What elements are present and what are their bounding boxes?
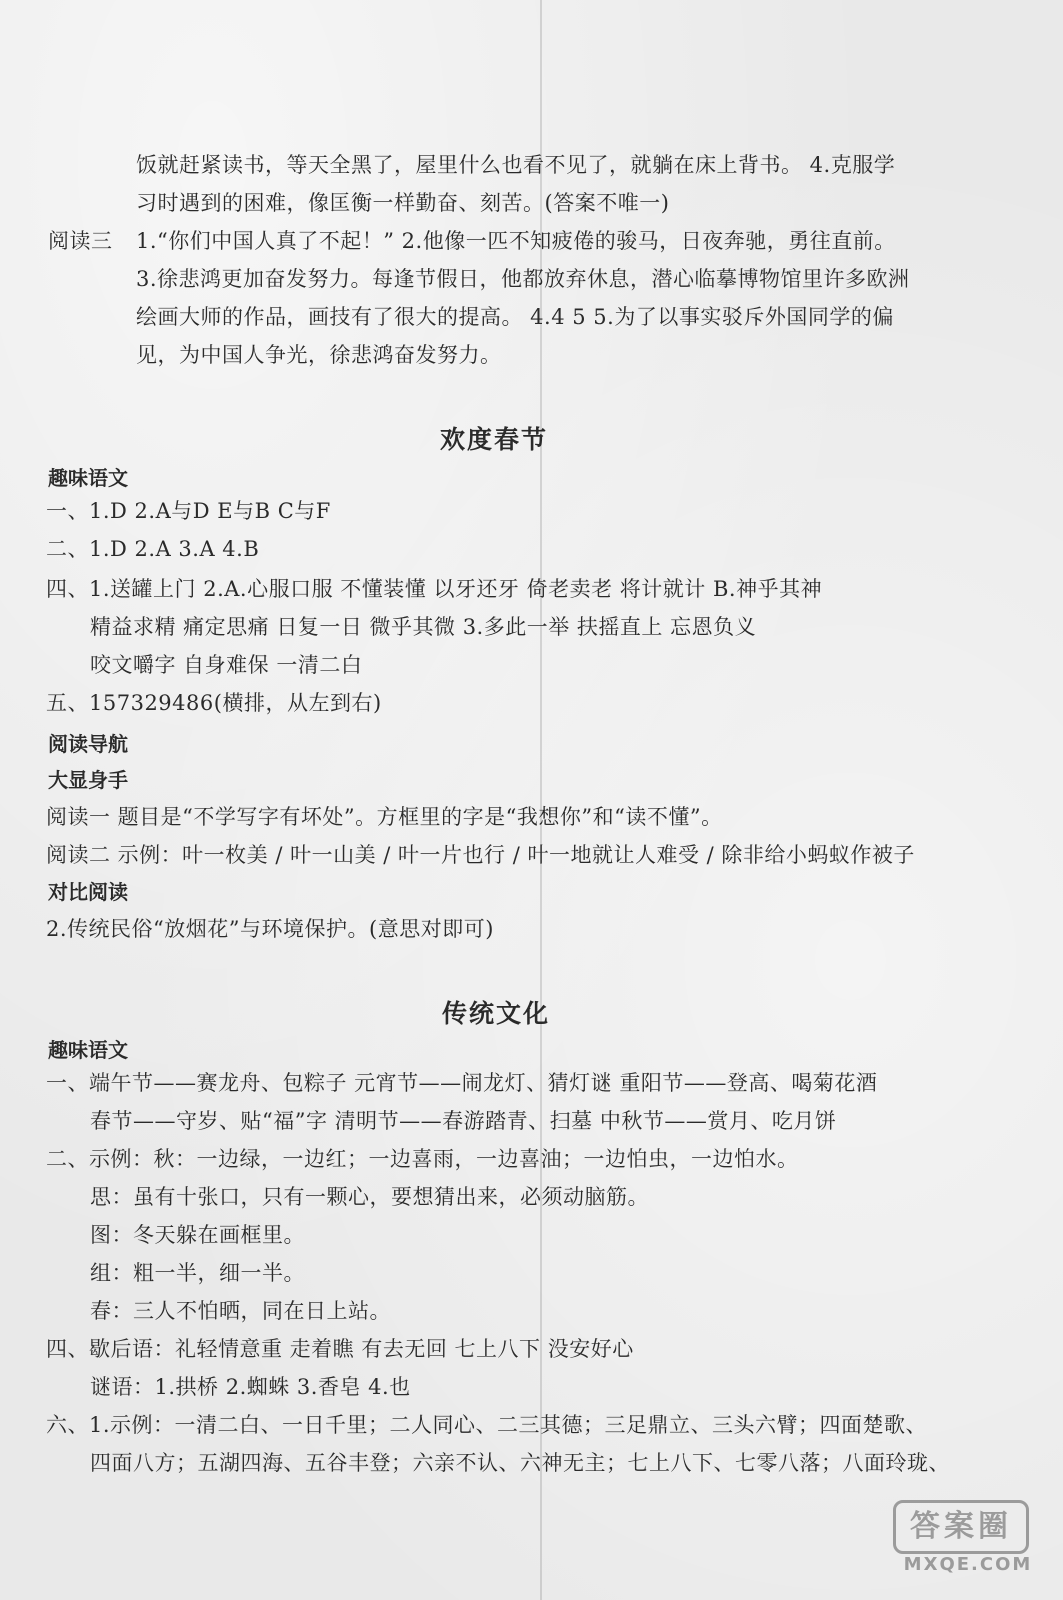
reading-label: 阅读三 <box>48 229 113 253</box>
text-line: 见，为中国人争光，徐悲鸿奋发努力。 <box>136 343 502 367</box>
answer-line: 阅读二 示例：叶一枚美 / 叶一山美 / 叶一片也行 / 叶一地就让人难受 / 除非给小蚂蚁作被子 <box>46 843 915 867</box>
text-line: 1.“你们中国人真了不起！” 2.他像一匹不知疲倦的骏马，日夜奔驰，勇往直前。 <box>136 229 896 253</box>
answer-line: 谜语：1.拱桥 2.蜘蛛 3.香皂 4.也 <box>90 1375 411 1399</box>
subsection-label: 阅读导航 <box>48 732 128 756</box>
answer-line: 组：粗一半，细一半。 <box>90 1261 305 1285</box>
site-watermark <box>893 1500 1043 1575</box>
subsection-label: 大显身手 <box>48 768 128 792</box>
subsection-label: 趣味语文 <box>48 466 128 490</box>
answer-line: 一、端午节——赛龙舟、包粽子 元宵节——闹龙灯、猜灯谜 重阳节——登高、喝菊花酒 <box>46 1071 878 1095</box>
section-title: 传统文化 <box>442 999 551 1028</box>
answer-line: 一、1.D 2.A与D E与B C与F <box>46 499 331 523</box>
subsection-label: 趣味语文 <box>48 1038 128 1062</box>
answer-line: 阅读一 题目是“不学写字有坏处”。方框里的字是“我想你”和“读不懂”。 <box>46 805 723 829</box>
text-line: 饭就赶紧读书，等天全黑了，屋里什么也看不见了，就躺在床上背书。 4.克服学 <box>136 153 896 177</box>
answer-line: 咬文嚼字 自身难保 一清二白 <box>90 653 363 677</box>
answer-line: 春：三人不怕晒，同在日上站。 <box>90 1299 391 1323</box>
answer-line: 四、1.送罐上门 2.A.心服口服 不懂装懂 以牙还牙 倚老卖老 将计就计 B.神乎其神 <box>46 577 823 601</box>
watermark-logo: 答案圈 <box>893 1500 1029 1554</box>
answer-line: 春节——守岁、贴“福”字 清明节——春游踏青、扫墓 中秋节——赏月、吃月饼 <box>90 1109 837 1133</box>
answer-line: 思：虽有十张口，只有一颗心，要想猜出来，必须动脑筋。 <box>90 1185 649 1209</box>
text-line: 绘画大师的作品，画技有了很大的提高。 4.4 5 5.为了以事实驳斥外国同学的偏 <box>136 305 894 329</box>
text-line: 习时遇到的困难，像匡衡一样勤奋、刻苦。(答案不唯一) <box>136 191 670 215</box>
answer-line: 二、1.D 2.A 3.A 4.B <box>46 537 260 561</box>
answer-line: 六、1.示例：一清二白、一日千里；二人同心、二三其德；三足鼎立、三头六臂；四面楚歌、 <box>46 1413 928 1437</box>
answer-line: 二、示例：秋：一边绿，一边红；一边喜雨，一边喜油；一边怕虫，一边怕水。 <box>46 1147 799 1171</box>
section-title: 欢度春节 <box>440 425 549 454</box>
answer-line: 精益求精 痛定思痛 日复一日 微乎其微 3.多此一举 扶摇直上 忘恩负义 <box>90 615 757 639</box>
answer-line: 四面八方；五湖四海、五谷丰登；六亲不认、六神无主；七上八下、七零八落；八面玲珑、 <box>90 1451 950 1475</box>
answer-line: 四、歇后语：礼轻情意重 走着瞧 有去无回 七上八下 没安好心 <box>46 1337 634 1361</box>
answer-line: 图：冬天躲在画框里。 <box>90 1223 305 1247</box>
subsection-label: 对比阅读 <box>48 880 128 904</box>
text-line: 3.徐悲鸿更加奋发努力。每逢节假日，他都放弃休息，潜心临摹博物馆里许多欧洲 <box>136 267 910 291</box>
answer-line: 五、157329486(横排，从左到右) <box>46 691 382 715</box>
watermark-url: MXQE.COM <box>903 1554 1033 1575</box>
answer-line: 2.传统民俗“放烟花”与环境保护。(意思对即可) <box>46 917 494 941</box>
